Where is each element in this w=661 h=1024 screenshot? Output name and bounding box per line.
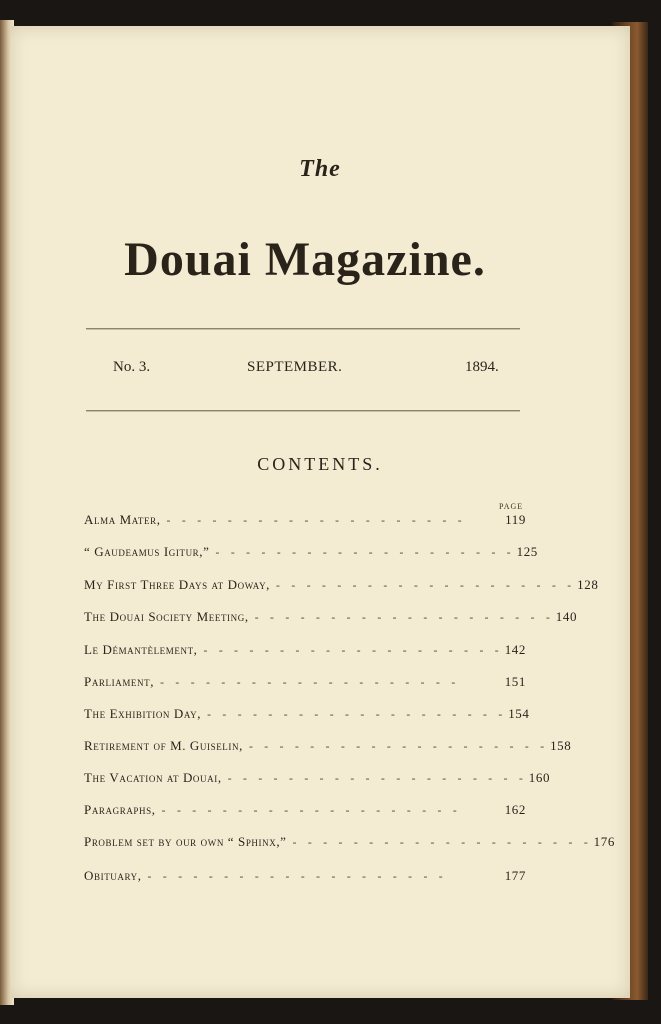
toc-leader: - - - - - - - - - - - - - - - - - - - - xyxy=(207,709,503,721)
bottom-divider xyxy=(86,410,520,412)
toc-leader: - - - - - - - - - - - - - - - - - - - - xyxy=(254,612,550,624)
toc-entry-title: Problem set by our own “ Sphinx,” xyxy=(84,834,287,849)
magazine-page xyxy=(10,26,630,998)
toc-entry xyxy=(84,544,538,564)
toc-entry-page: 162 xyxy=(504,802,526,817)
toc-entry-page: 154 xyxy=(508,706,530,721)
toc-leader: - - - - - - - - - - - - - - - - - - - - xyxy=(248,741,545,753)
toc-entry-title: Le Démantèlement, xyxy=(84,642,198,657)
toc-entry-title: Obituary, xyxy=(84,868,142,883)
toc-entry-page: 177 xyxy=(504,868,526,883)
toc-entry-page: 119 xyxy=(505,512,526,527)
contents-heading: CONTENTS. xyxy=(257,454,383,474)
toc-entry-title: The Vacation at Douai, xyxy=(84,770,222,785)
toc-entry-title: Alma Mater, xyxy=(84,512,161,527)
toc-entry-title: Paragraphs, xyxy=(84,802,156,817)
toc-leader: - - - - - - - - - - - - - - - - - - - - xyxy=(166,515,462,527)
toc-entry xyxy=(84,577,599,597)
toc-leader: - - - - - - - - - - - - - - - - - - - - xyxy=(161,805,457,817)
toc-entry-title: “ Gaudeamus Igitur,” xyxy=(84,544,210,559)
toc-entry xyxy=(84,802,526,822)
toc-entry-page: 160 xyxy=(528,770,551,785)
toc-leader: - - - - - - - - - - - - - - - - - - - - xyxy=(276,580,572,592)
toc-leader: - - - - - - - - - - - - - - - - - - - - xyxy=(215,547,511,559)
toc-entry xyxy=(84,868,526,888)
toc-entry xyxy=(84,706,530,726)
toc-entry-title: Retirement of M. Guiselin, xyxy=(84,738,243,753)
issue-year: 1894. xyxy=(465,359,499,375)
toc-leader: - - - - - - - - - - - - - - - - - - - - xyxy=(147,871,443,883)
toc-entry xyxy=(84,609,578,629)
toc-leader: - - - - - - - - - - - - - - - - - - - - xyxy=(292,837,588,849)
toc-entry-page: 176 xyxy=(593,834,615,849)
toc-leader: - - - - - - - - - - - - - - - - - - - - xyxy=(203,645,499,657)
toc-entry-title: My First Three Days at Doway, xyxy=(84,577,271,592)
top-divider xyxy=(86,328,520,330)
toc-entry-title: The Exhibition Day, xyxy=(84,706,202,721)
toc-entry-page: 151 xyxy=(504,674,526,689)
toc-entry xyxy=(84,738,572,758)
issue-month: SEPTEMBER. xyxy=(247,359,343,375)
issue-number: No. 3. xyxy=(113,359,151,375)
toc-entry xyxy=(84,674,526,694)
toc-entry-title: The Douai Society Meeting, xyxy=(84,609,249,624)
toc-leader: - - - - - - - - - - - - - - - - - - - - xyxy=(160,677,456,689)
masthead-article: The xyxy=(299,156,341,182)
toc-entry-page: 125 xyxy=(516,544,538,559)
masthead-title: Douai Magazine. xyxy=(124,233,486,286)
toc-entry xyxy=(84,642,526,662)
toc-entry xyxy=(84,512,526,532)
toc-entry-title: Parliament, xyxy=(84,674,155,689)
toc-entry-page: 158 xyxy=(550,738,572,753)
toc-entry-page: 128 xyxy=(577,577,599,592)
toc-leader: - - - - - - - - - - - - - - - - - - - - xyxy=(227,773,523,785)
toc-entry xyxy=(84,834,615,854)
toc-entry-page: 140 xyxy=(555,609,578,624)
page-column-label: PAGE xyxy=(499,502,524,511)
toc-entry xyxy=(84,770,551,790)
toc-entry-page: 142 xyxy=(504,642,526,657)
